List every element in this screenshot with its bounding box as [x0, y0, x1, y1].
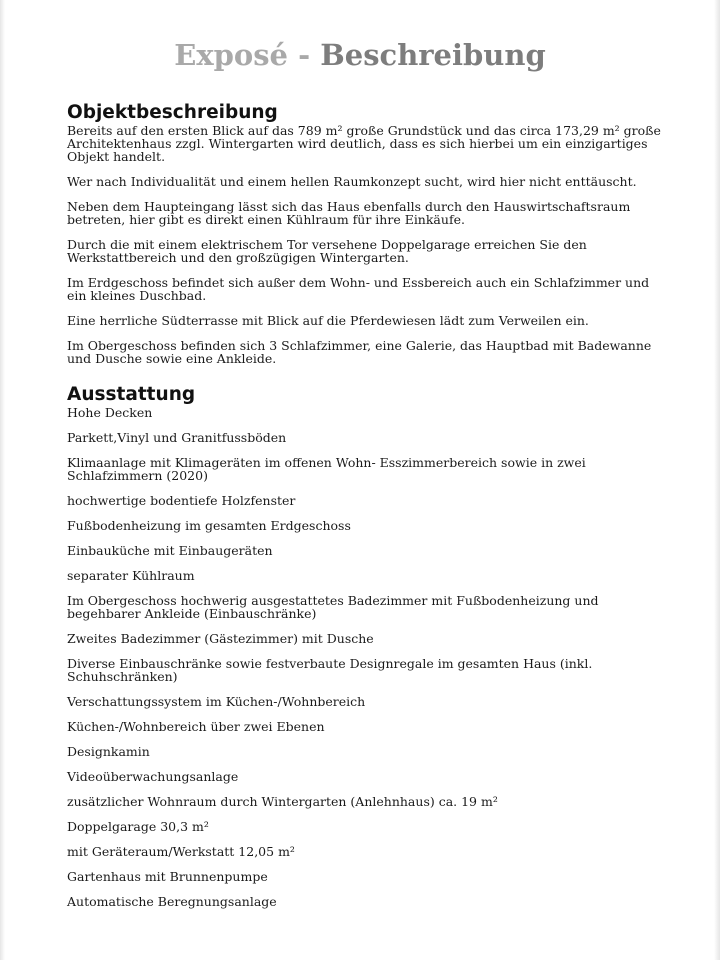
paragraph: Eine herrliche Südterrasse mit Blick auf die Pferdewiesen lädt zum Verweilen ein.	[67, 313, 589, 328]
feature-item: Klimaanlage mit Klimageräten im offenen Wohn- Esszimmerbereich sowie in zwei Schlafzimmern (2020)	[67, 455, 586, 483]
page-edge-shadow-left	[0, 0, 5, 960]
paragraph: Neben dem Haupteingang lässt sich das Haus ebenfalls durch den Hauswirtschaftsraum betreten, hier gibt es direkt einen Kühlraum für ihre Einkäufe.	[67, 199, 631, 227]
feature-item: Zweites Badezimmer (Gästezimmer) mit Dusche	[67, 631, 374, 646]
feature-item: Verschattungssystem im Küchen-/Wohnbereich	[67, 694, 366, 709]
feature-item: Designkamin	[67, 744, 150, 759]
feature-item: zusätzlicher Wohnraum durch Wintergarten (Anlehnhaus) ca. 19 m²	[67, 794, 498, 809]
section-objektbeschreibung	[67, 102, 667, 365]
feature-item: mit Geräteraum/Werkstatt 12,05 m²	[67, 844, 295, 859]
feature-item: Im Obergeschoss hochwerig ausgestattetes Badezimmer mit Fußbodenheizung und begehbarer Ankleide (Einbauschränke)	[67, 593, 599, 621]
heading-ausstattung: Ausstattung	[67, 384, 196, 405]
section-ausstattung	[67, 384, 667, 908]
feature-item: Fußbodenheizung im gesamten Erdgeschoss	[67, 518, 351, 533]
title-separator: -	[288, 38, 321, 72]
paragraph: Wer nach Individualität und einem hellen Raumkonzept sucht, wird hier nicht enttäuscht.	[67, 174, 637, 189]
paragraph: Bereits auf den ersten Blick auf das 789 m² große Grundstück und das circa 173,29 m² große Architektenhaus zzgl. Wintergarten wird deutlich, dass es sich hierbei um ein einzigartiges Objekt handelt.	[67, 123, 661, 164]
feature-item: Hohe Decken	[67, 405, 153, 420]
feature-item: Küchen-/Wohnbereich über zwei Ebenen	[67, 719, 325, 734]
paragraph: Im Obergeschoss befinden sich 3 Schlafzimmer, eine Galerie, das Hauptbad mit Badewanne und Dusche sowie eine Ankleide.	[67, 338, 652, 366]
paragraph: Im Erdgeschoss befindet sich außer dem Wohn- und Essbereich auch ein Schlafzimmer und ein kleines Duschbad.	[67, 275, 650, 303]
title-part-expose: Exposé	[174, 38, 289, 72]
feature-item: Diverse Einbauschränke sowie festverbaute Designregale im gesamten Haus (inkl. Schuhschränken)	[67, 656, 593, 684]
heading-objektbeschreibung: Objektbeschreibung	[67, 102, 278, 123]
feature-item: Automatische Beregnungsanlage	[67, 894, 277, 909]
page-title	[0, 36, 720, 74]
page-edge-shadow-right	[714, 0, 720, 960]
feature-item: Parkett,Vinyl und Granitfussböden	[67, 430, 287, 445]
feature-item: Videoüberwachungsanlage	[67, 769, 239, 784]
feature-item: hochwertige bodentiefe Holzfenster	[67, 493, 296, 508]
document-content	[67, 102, 667, 920]
feature-item: separater Kühlraum	[67, 568, 195, 583]
feature-item: Doppelgarage 30,3 m²	[67, 819, 209, 834]
feature-item: Einbauküche mit Einbaugeräten	[67, 543, 273, 558]
title-part-beschreibung: Beschreibung	[320, 38, 546, 72]
feature-item: Gartenhaus mit Brunnenpumpe	[67, 869, 268, 884]
paragraph: Durch die mit einem elektrischem Tor versehene Doppelgarage erreichen Sie den Werkstattbereich und den großzügigen Wintergarten.	[67, 237, 587, 265]
